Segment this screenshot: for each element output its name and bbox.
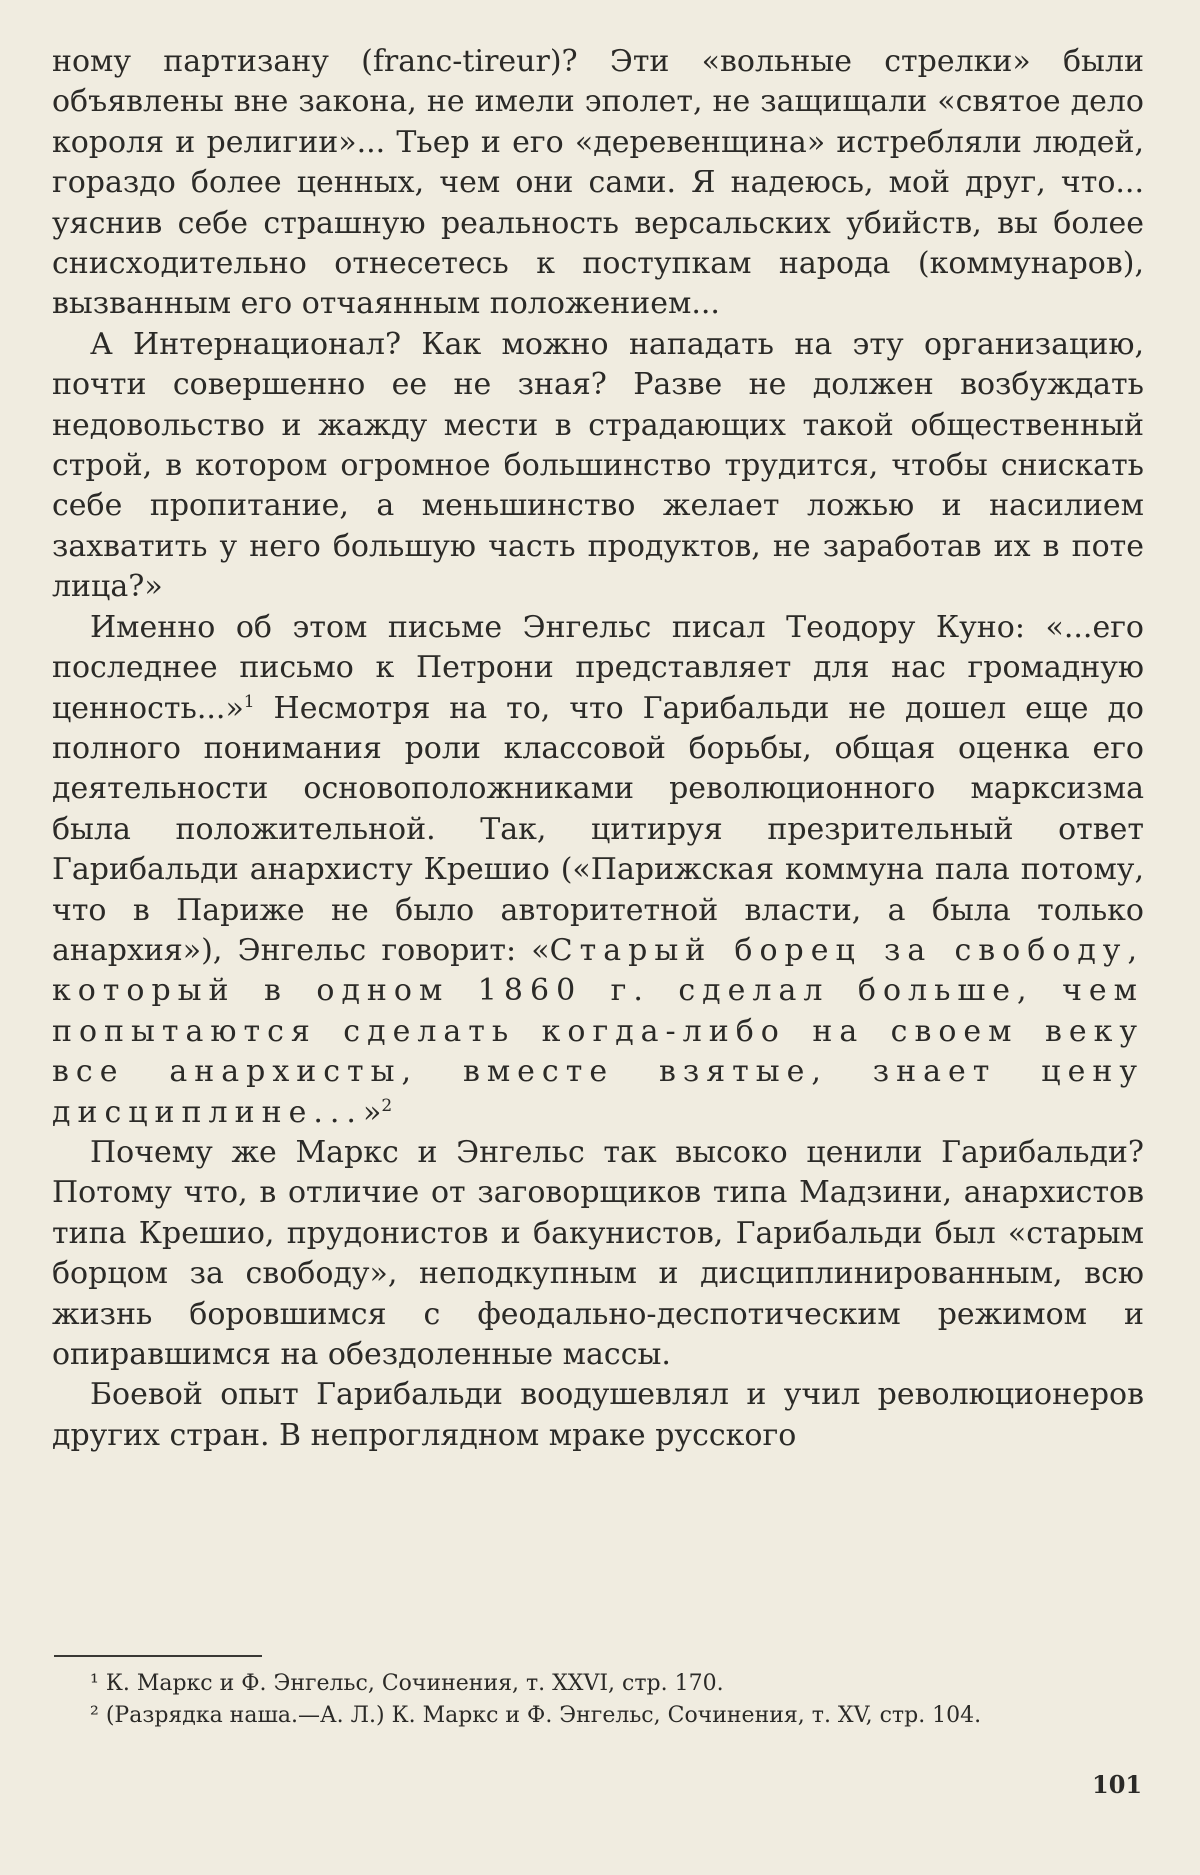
paragraph-4: Почему же Маркс и Энгельс так высоко ценили Гарибальди? Потому что, в отличие от заговорщиков типа Мадзини, анархистов типа Крешио, прудонистов и бакунистов, Гарибальди был «старым борцом за свободу», неподкупным и дисциплинированным, всю жизнь боровшимся с феодально-деспотическим режимом и опиравшимся на обездоленные массы. — [52, 1134, 1144, 1372]
footnote-divider — [54, 1655, 262, 1657]
paragraph-3-part-a: Именно об этом письме Энгельс писал Теодору Куно: «...его последнее письмо к Петрони представляет для нас громадную ценность...» — [52, 609, 1144, 726]
paragraph-5: Боевой опыт Гарибальди воодушевлял и учил революционеров других стран. В непроглядном мраке русского — [52, 1377, 1144, 1453]
paragraph-3 — [52, 608, 1144, 1133]
paragraph-1: ному партизану (franc-tireur)? Эти «вольные стрелки» были объявлены вне закона, не имели эполет, не защищали «святое дело короля и религии»... Тьер и его «деревенщина» истребляли людей, гораздо более ценных, чем они сами. Я надеюсь, мой друг, что... уяснив себе страшную реальность версальских убийств, вы более снисходительно отнесетесь к поступкам народа (коммунаров), вызванным его отчаянным положением... — [52, 44, 1144, 322]
paragraph-2: А Интернационал? Как можно нападать на эту организацию, почти совершенно ее не зная? Разве не должен возбуждать недовольство и жажду мести в страдающих такой общественный строй, в котором огромное большинство трудится, чтобы снискать себе пропитание, а меньшинство желает ложью и насилием захватить у него большую часть продуктов, не заработав их в поте лица?» — [52, 326, 1144, 605]
paragraph-3-part-c: » — [362, 1094, 382, 1130]
page-body — [52, 42, 1144, 1456]
footnote-2: ² (Разрядка наша.—А. Л.) К. Маркс и Ф. Энгельс, Сочинения, т. XV, стр. 104. — [90, 1703, 982, 1728]
footnote-ref-2: 2 — [381, 1095, 393, 1116]
paragraph-3-part-b: Несмотря на то, что Гарибальди не дошел еще до полного понимания роли классовой борьбы, общая оценка его деятельности основоположниками революционного марксизма была положительной. Так, цитируя презрительный ответ Гарибальди анархисту Крешио («Парижская коммуна пала потому, что в Париже не было авторитетной власти, а была только анархия»), Энгельс говорит: « — [52, 690, 1144, 968]
page-number: 101 — [1092, 1770, 1143, 1799]
spaced-quote: Старый борец за свободу, который в одном 1860 г. сделал больше, чем попытаются сделать когда-либо на своем веку все анархисты, вместе взятые, знает цену дисциплине... — [52, 932, 1144, 1130]
footnotes — [52, 1668, 1144, 1732]
footnote-1: ¹ К. Маркс и Ф. Энгельс, Сочинения, т. XXVI, стр. 170. — [90, 1671, 724, 1696]
footnote-ref-1: 1 — [243, 691, 255, 712]
